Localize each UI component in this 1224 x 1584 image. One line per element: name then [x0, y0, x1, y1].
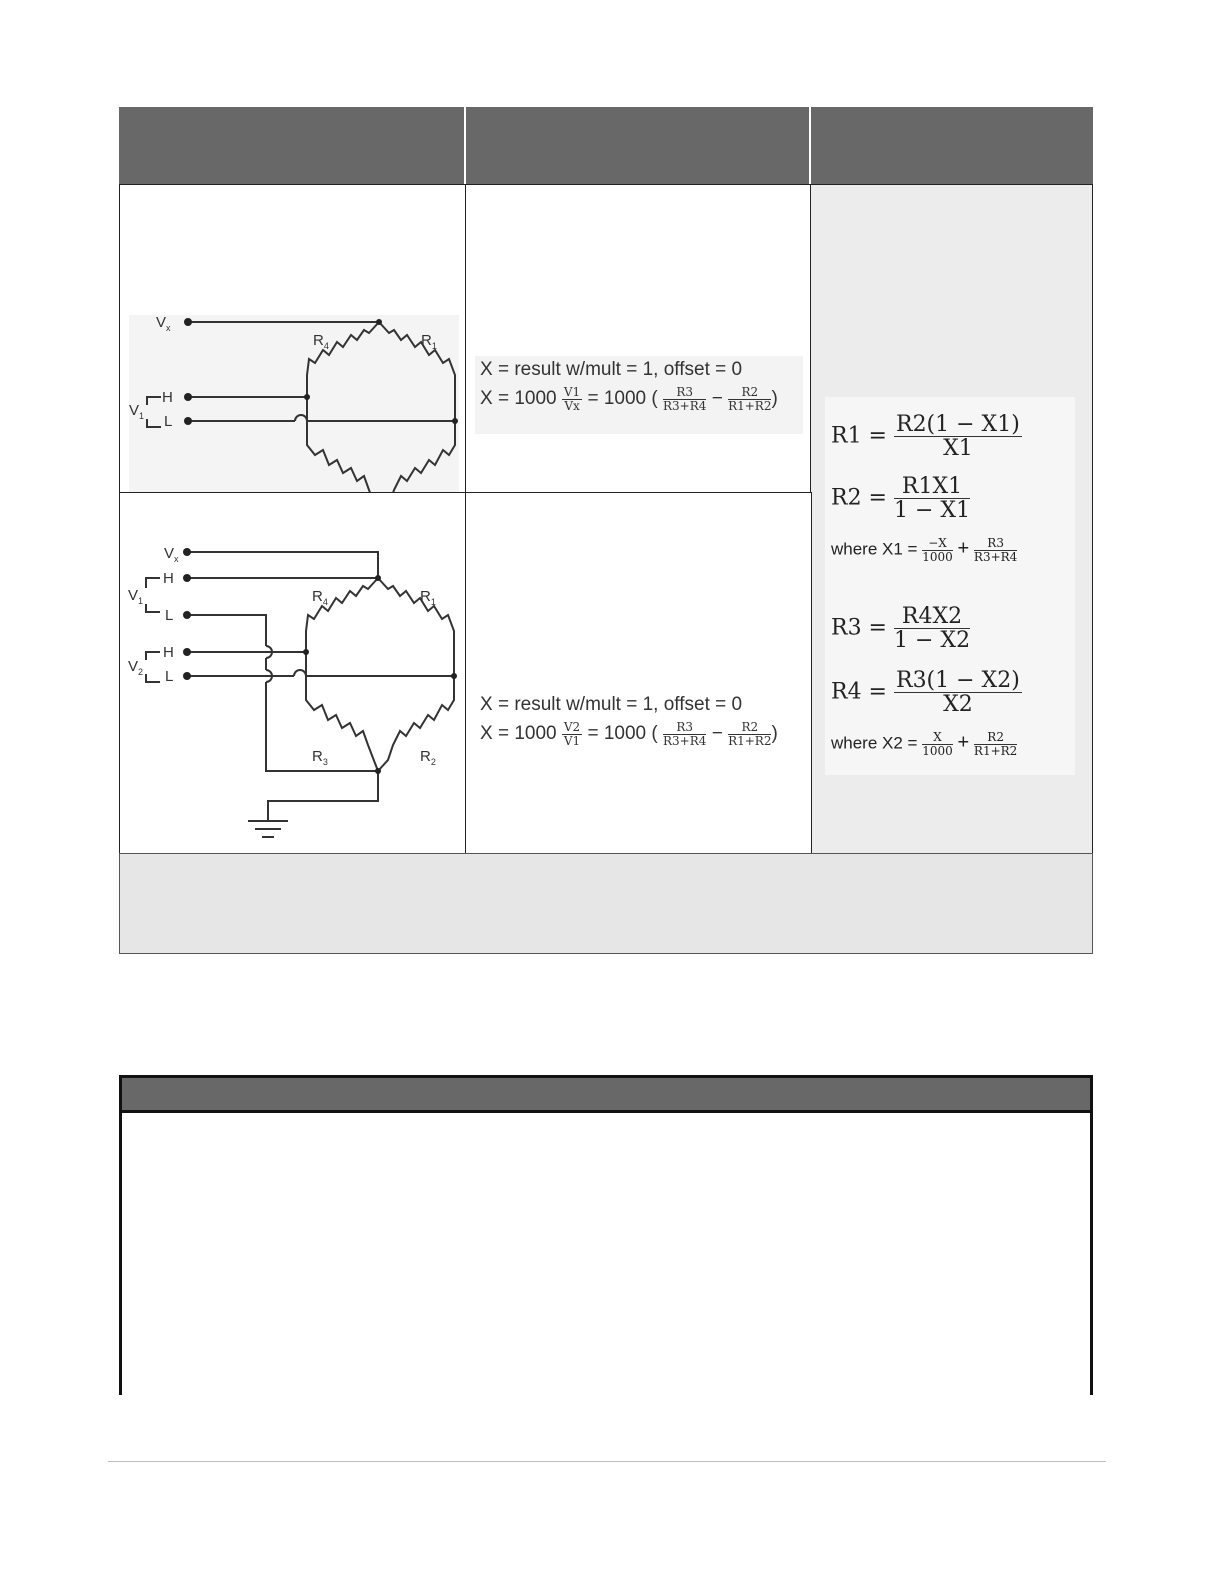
- header-cell-1: [119, 107, 464, 184]
- circuit1-cell: [119, 184, 467, 493]
- r1-equation: R1 = $\frac{R2(1 - X1)}{X1}$: [831, 412, 1020, 462]
- v-ratio-2: $\frac{V2}{V1}$: [563, 720, 581, 748]
- formula2-line1: X = result w/mult = 1, offset = 0: [480, 694, 743, 715]
- r2-ratio-1: $\frac{R2}{R1+R2}$: [728, 385, 772, 413]
- equations-cell: [810, 184, 1093, 854]
- r2-ratio-2: $\frac{R2}{R1+R2}$: [728, 720, 772, 748]
- h2-label: H: [163, 644, 174, 661]
- full-bridge-circuit-2: [125, 548, 460, 848]
- formula1-equation: X = 1000 $\frac{V1}{Vx}$ = 1000 ( $\frac{R3}{R3+R4}$ − $\frac{R2}{R1+R2}$ ): [480, 385, 778, 413]
- v1-label: $V_1$: [129, 402, 145, 421]
- x2-equation: where X2 = $\frac{X}{1000}$ + $\frac{R2}{R1+R2}$: [831, 730, 1018, 758]
- formula1-box: [475, 356, 803, 434]
- vx-label: $V_x$: [156, 315, 171, 333]
- l1-label: L: [165, 607, 174, 624]
- formula1-cell: [465, 184, 812, 493]
- footer-divider: [108, 1461, 1106, 1462]
- second-table: [119, 1075, 1093, 1395]
- header-cell-2: [466, 107, 809, 184]
- h1-label: H: [163, 570, 174, 587]
- r1-label: $R_1$: [421, 332, 437, 351]
- v2-label: $V_2$: [128, 658, 144, 677]
- formula2-box: [475, 691, 803, 769]
- l2-label: L: [165, 668, 174, 685]
- formula1-line1: X = result w/mult = 1, offset = 0: [480, 359, 743, 380]
- second-table-header: [119, 1075, 1093, 1113]
- l-label: L: [164, 413, 173, 430]
- r1-label-2: $R_1$: [420, 588, 436, 607]
- second-table-body: [119, 1113, 1093, 1395]
- r2-label-2: $R_2$: [420, 748, 436, 767]
- circuit2-cell: [119, 492, 467, 854]
- r4-equation: R4 = $\frac{R3(1 - X2)}{X2}$: [831, 668, 1020, 718]
- v1-label-2: $V_1$: [128, 587, 144, 606]
- vx-label-2: $V_x$: [164, 548, 179, 564]
- table-note-row: [119, 853, 1093, 954]
- equations-box: [825, 397, 1075, 775]
- r4-label: $R_4$: [313, 332, 329, 351]
- x1-equation: where X1 = $\frac{-X}{1000}$ + $\frac{R3}{R3+R4}$: [831, 536, 1018, 564]
- r3-equation: R3 = $\frac{R4X2}{1 - X2}$: [831, 604, 971, 654]
- r3-ratio-1: $\frac{R3}{R3+R4}$: [663, 385, 707, 413]
- r3-ratio-2: $\frac{R3}{R3+R4}$: [663, 720, 707, 748]
- h-label: H: [162, 389, 173, 406]
- r3-label-2: $R_3$: [312, 748, 328, 767]
- formula2-equation: X = 1000 $\frac{V2}{V1}$ = 1000 ( $\frac{R3}{R3+R4}$ − $\frac{R2}{R1+R2}$ ): [480, 720, 778, 748]
- bridge-table: [119, 107, 1093, 954]
- r4-label-2: $R_4$: [312, 588, 328, 607]
- formula2-cell: [465, 492, 812, 854]
- header-cell-3: [811, 107, 1093, 184]
- v-ratio-1: $\frac{V1}{Vx}$: [563, 385, 581, 413]
- r2-equation: R2 = $\frac{R1X1}{1 - X1}$: [831, 474, 971, 524]
